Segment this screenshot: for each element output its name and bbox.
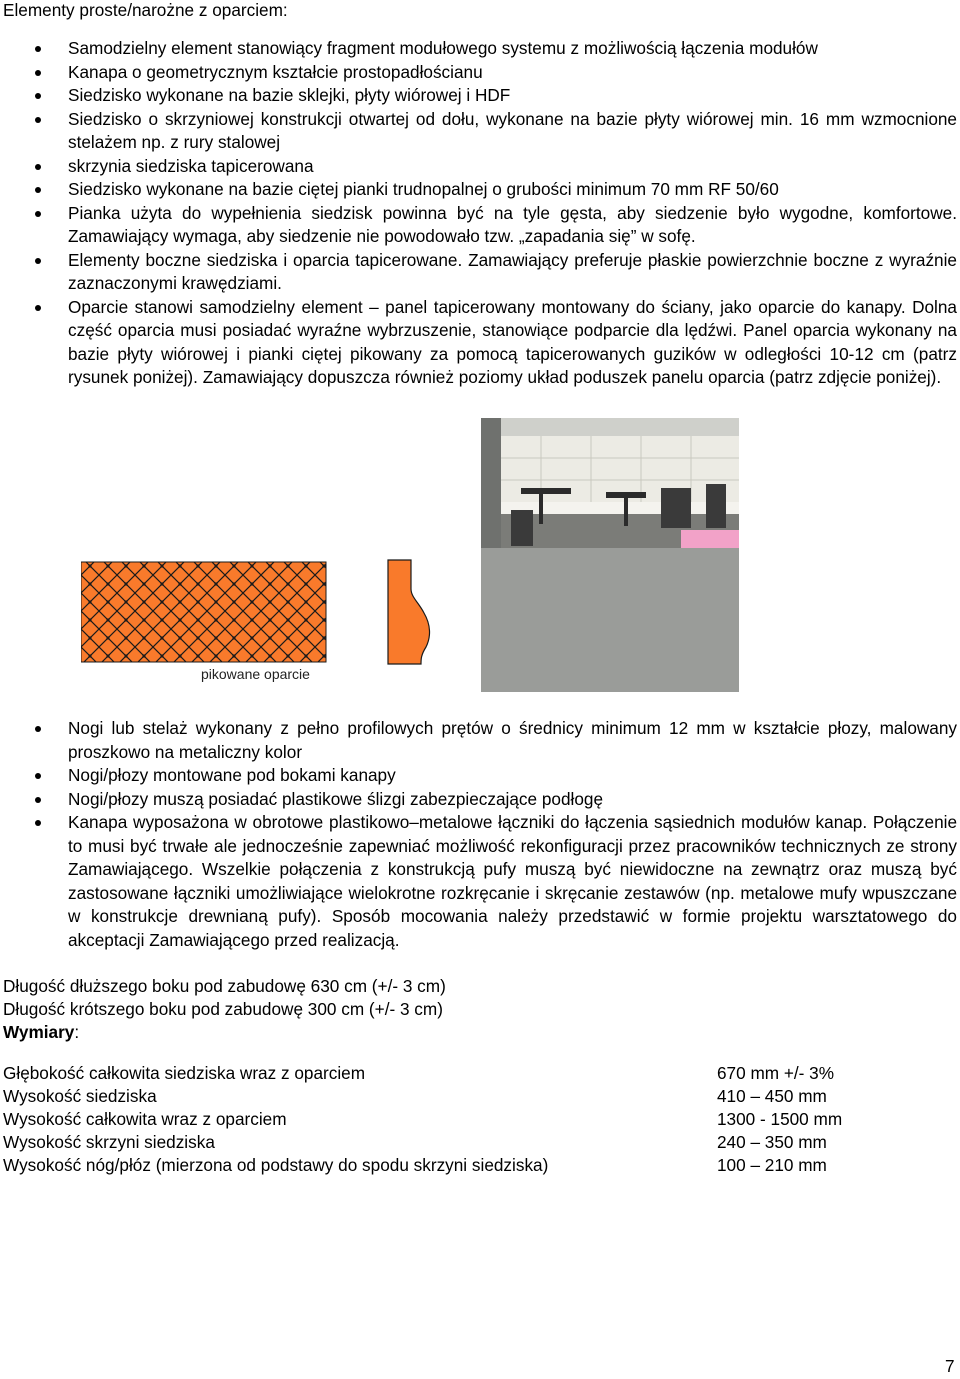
dimension-value: 100 – 210 mm xyxy=(717,1155,827,1175)
list-item: Samodzielny element stanowiący fragment modułowego systemu z możliwością łączenia modułów xyxy=(0,37,957,61)
dimension-row xyxy=(3,1108,903,1131)
dimension-row xyxy=(3,1154,903,1177)
list-item: Kanapa o geometrycznym kształcie prostopadłościanu xyxy=(0,61,957,85)
list-item: skrzynia siedziska tapicerowana xyxy=(0,155,957,179)
list-item: Nogi lub stelaż wykonany z pełno profilowych prętów o średnicy minimum 12 mm w kształcie płozy, malowany proszkowo na metaliczny kolor xyxy=(0,717,957,764)
dimension-label: Wysokość siedziska xyxy=(3,1086,157,1106)
dimension-label: Wysokość całkowita wraz z oparciem xyxy=(3,1109,287,1129)
list-item: Pianka użyta do wypełnienia siedzisk powinna być na tyle gęsta, aby siedzenie było wygodne, komfortowe. Zamawiający wymaga, aby siedzenie nie powodowało tzw. „zapadania się” w sofę. xyxy=(0,202,957,249)
dimensions-title-colon: : xyxy=(74,1022,80,1042)
list-item: Siedzisko o skrzyniowej konstrukcji otwartej od dołu, wykonane na bazie płyty wiórowej min. 16 mm wzmocnione stelażem np. z rury stalowej xyxy=(0,108,957,155)
dimension-label: Głębokość całkowita siedziska wraz z oparciem xyxy=(3,1063,366,1083)
quilted-backrest-drawing xyxy=(81,557,441,687)
dimension-value: 240 – 350 mm xyxy=(717,1132,827,1152)
dimension-value: 670 mm +/- 3% xyxy=(717,1063,835,1083)
dimension-label: Wysokość nóg/płóz (mierzona od podstawy do spodu skrzyni siedziska) xyxy=(3,1155,549,1175)
figure-caption: pikowane oparcie xyxy=(201,666,310,682)
dimension-label: Wysokość skrzyni siedziska xyxy=(3,1132,215,1152)
list-item: Elementy boczne siedziska i oparcia tapicerowane. Zamawiający preferuje płaskie powierzchnie boczne z wyraźnie zaznaczonymi krawędziami. xyxy=(0,249,957,296)
dimension-row xyxy=(3,1085,903,1108)
pink-accent xyxy=(681,530,739,548)
list-item: Siedzisko wykonane na bazie sklejki, płyty wiórowej i HDF xyxy=(0,84,957,108)
list-item: Nogi/płozy muszą posiadać plastikowe ślizgi zabezpieczające podłogę xyxy=(0,788,957,812)
dimension-value: 1300 - 1500 mm xyxy=(717,1109,843,1129)
page-number: 7 xyxy=(945,1356,955,1376)
length-short-text: Długość krótszego boku pod zabudowę 300 cm (+/- 3 cm) xyxy=(3,999,443,1019)
dimension-row xyxy=(3,1131,903,1154)
dimensions-title-label: Wymiary xyxy=(3,1022,75,1042)
list-item: Kanapa wyposażona w obrotowe plastikowo–metalowe łączniki do łączenia sąsiednich modułów kanap. Połączenie to musi być trwałe ale jednocześnie zapewniać możliwość rekonfiguracji przez pracowników technicznych ze strony Zamawiającego. Wszelkie połączenia z konstrukcją pufy muszą być niewidoczne na zewnątrz oraz muszą być zastosowane łączniki umożliwiające wielokrotne rozkręcanie i skręcanie zestawów (np. metalowe mufy wpuszczane w konstrukcje drewnianą pufy). Sposób mocowania należy przedstawić w formie projektu warsztatowego do akceptacji Zamawiającego przed realizacją. xyxy=(0,811,957,952)
sofa-photo xyxy=(481,418,739,692)
list-item: Nogi/płozy montowane pod bokami kanapy xyxy=(0,764,957,788)
legs-requirements-list xyxy=(0,717,957,952)
length-long-text: Długość dłuższego boku pod zabudowę 630 cm (+/- 3 cm) xyxy=(3,976,446,996)
list-item: Siedzisko wykonane na bazie ciętej pianki trudnopalnej o grubości minimum 70 mm RF 50/60 xyxy=(0,178,957,202)
section-heading: Elementy proste/narożne z oparciem: xyxy=(3,0,288,20)
dimensions-title xyxy=(3,1021,79,1045)
dimension-row xyxy=(3,1062,903,1085)
dimension-value: 410 – 450 mm xyxy=(717,1086,827,1106)
backrest-side-profile xyxy=(388,560,430,664)
dimensions-table xyxy=(3,1062,903,1177)
list-item: Oparcie stanowi samodzielny element – panel tapicerowany montowany do ściany, jako oparcie do kanapy. Dolna część oparcia musi posiadać wyraźne wybrzuszenie, stanowiące podparcie dla lędźwi. Panel oparcia wykonany na bazie płyty wiórowej i pianki ciętej pikowany za pomocą tapicerowanych guzików w odległości 10-12 cm (patrz rysunek poniżej). Zamawiający dopuszcza również poziomy układ poduszek panelu oparcia (patrz zdjęcie poniżej). xyxy=(0,296,957,390)
requirements-list xyxy=(0,37,957,390)
